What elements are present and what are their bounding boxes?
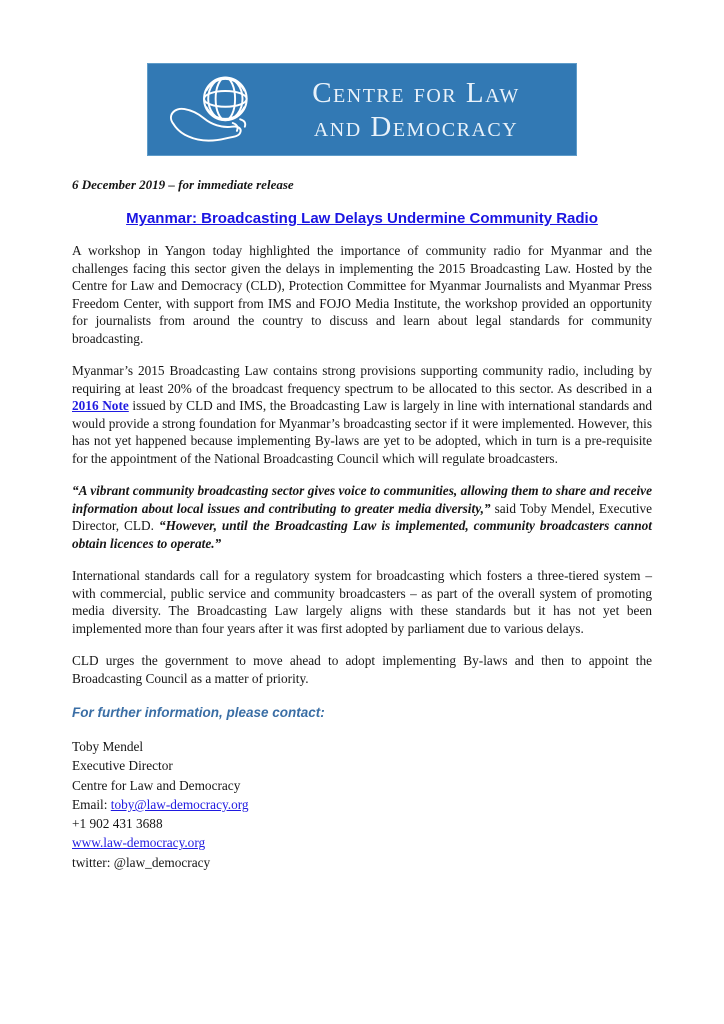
2016-note-link[interactable]: 2016 Note [72,398,129,413]
cld-logo [147,63,577,156]
hand-holding-globe-icon [166,70,268,150]
contact-org: Centre for Law and Democracy [72,777,241,793]
quote-part-2: “However, until the Broadcasting Law is implemented, community broadcasters cannot obtain licences to operate.” [72,518,652,551]
contact-twitter: twitter: @law_democracy [72,854,211,870]
contact-role: Executive Director [72,758,173,774]
paragraph-5-text: CLD urges the government to move ahead to adopt implementing By-laws and then to appoint the Broadcasting Council as a matter of priority. [72,653,652,686]
contact-block [72,737,652,872]
paragraph-2-after: issued by CLD and IMS, the Broadcasting Law is largely in line with international standards and would provide a strong foundation for Myanmar’s broadcasting sector if it were implemented. However, this has not yet happened because implementing By-laws are yet to be adopted, which in turn is a pre-requisite for the appointment of the National Broadcasting Council which will regulate broadcasters. [72,398,653,466]
logo-wordmark [268,76,564,144]
page-title: Myanmar: Broadcasting Law Delays Undermine Community Radio [126,210,598,227]
contact-heading: For further information, please contact: [72,705,325,720]
contact-email-label: Email: [72,796,111,812]
logo-line2: and Democracy [313,110,519,143]
contact-phone: +1 902 431 3688 [72,816,163,832]
paragraph-4-text: International standards call for a regulatory system for broadcasting which fosters a three-tiered system – with commercial, public service and community broadcasters – as part of the overall system of promoting media diversity. The Broadcasting Law largely aligns with these standards but it has not yet been implemented more than four years after it was first adopted by parliament due to various delays. [72,568,652,636]
contact-email-line [72,795,652,814]
logo-line1: Centre for Law [312,76,520,109]
email-link[interactable]: toby@law-democracy.org [110,796,249,812]
contact-website-line [72,833,652,852]
date-line: 6 December 2019 – for immediate release [72,177,294,192]
contact-name: Toby Mendel [72,739,144,754]
paragraph-1-text: A workshop in Yangon today highlighted the importance of community radio for Myanmar and the challenges facing this sector given the delays in implementing the 2015 Broadcasting Law. Hosted by the Centre for Law and Democracy (CLD), Protection Committee for Myanmar Journalists and Myanmar Press Freedom Center, with support from IMS and FOJO Media Institute, the workshop provided an opportunity for journalists from around the country to discuss and learn about legal standards for community broadcasting. [72,243,652,346]
paragraph-2 [72,362,652,467]
paragraph-2-before: Myanmar’s 2015 Broadcasting Law contains strong provisions supporting community radio, including by requiring at least 20% of the broadcast frequency spectrum to be allocated to this sector. As described in a [72,363,652,396]
paragraph-1 [72,242,652,347]
quote-part-1: “A vibrant community broadcasting sector gives voice to communities, allowing them to share and receive information about local issues and contributing to greater media diversity,” [72,483,652,516]
website-link[interactable]: www.law-democracy.org [72,835,206,851]
paragraph-3-quote [72,482,652,552]
paragraph-4 [72,567,652,637]
quote-attribution: said Toby Mendel, Executive Director, CLD. [72,500,653,533]
paragraph-5 [72,652,652,687]
